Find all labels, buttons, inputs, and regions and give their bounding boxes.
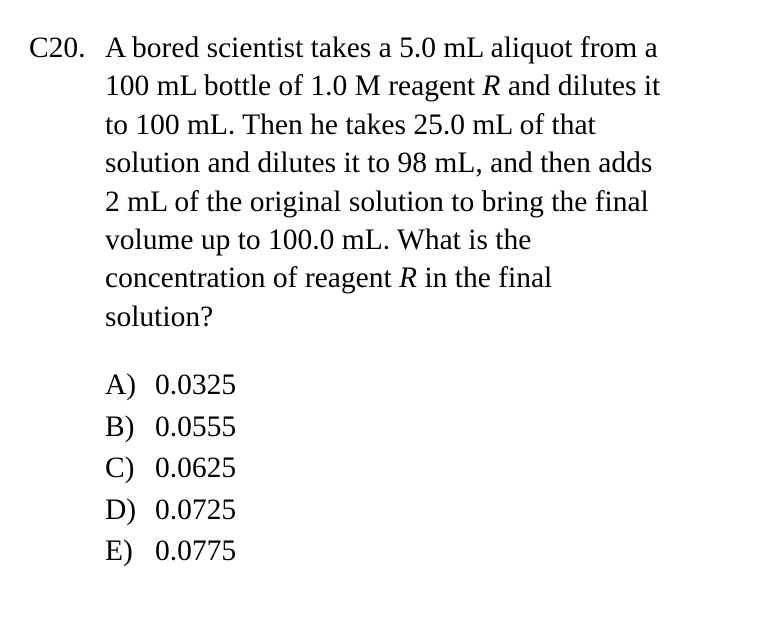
question-text-run: A bored scientist takes a 5.0 mL aliquot from a xyxy=(105,32,658,64)
question-line xyxy=(105,106,660,144)
question-text xyxy=(105,29,660,336)
question-text-run: in the final xyxy=(417,262,553,295)
choice-letter: E) xyxy=(105,535,133,568)
question-text-run: and dilutes it xyxy=(500,70,661,103)
question-line xyxy=(105,183,660,221)
choice-b[interactable] xyxy=(105,407,236,449)
question-text-run: concentration of reagent xyxy=(105,262,400,295)
choice-letter: C) xyxy=(105,452,135,485)
question-text-run: 100 mL bottle of 1.0 M reagent xyxy=(105,70,483,103)
question-line xyxy=(105,29,660,67)
choice-d[interactable] xyxy=(105,490,236,532)
question-line xyxy=(105,298,660,336)
choice-value: 0.0325 xyxy=(155,369,237,401)
choice-letter: B) xyxy=(105,410,135,443)
question-line xyxy=(105,259,660,297)
choice-value: 0.0555 xyxy=(155,410,237,443)
choice-value: 0.0775 xyxy=(155,535,237,568)
question-number: C20. xyxy=(29,32,86,64)
question-line xyxy=(105,221,660,259)
question-text-run: solution and dilutes it to 98 mL, and then adds xyxy=(105,147,653,180)
question-line xyxy=(105,67,660,105)
choice-value: 0.0625 xyxy=(155,452,237,485)
question-line xyxy=(105,144,660,182)
choice-value: 0.0725 xyxy=(155,493,237,526)
question-text-run: solution? xyxy=(105,300,214,333)
answer-choices xyxy=(105,365,236,573)
choice-e[interactable] xyxy=(105,531,236,573)
reagent-symbol: R xyxy=(482,70,501,103)
reagent-symbol: R xyxy=(399,262,418,295)
question-text-run: volume up to 100.0 mL. What is the xyxy=(105,224,532,257)
choice-a[interactable] xyxy=(105,365,236,407)
question-text-run: 2 mL of the original solution to bring the final xyxy=(105,185,649,218)
question-text-run: to 100 mL. Then he takes 25.0 mL of that xyxy=(105,108,596,141)
choice-letter: A) xyxy=(105,369,137,401)
choice-c[interactable] xyxy=(105,448,236,490)
choice-letter: D) xyxy=(105,493,137,526)
